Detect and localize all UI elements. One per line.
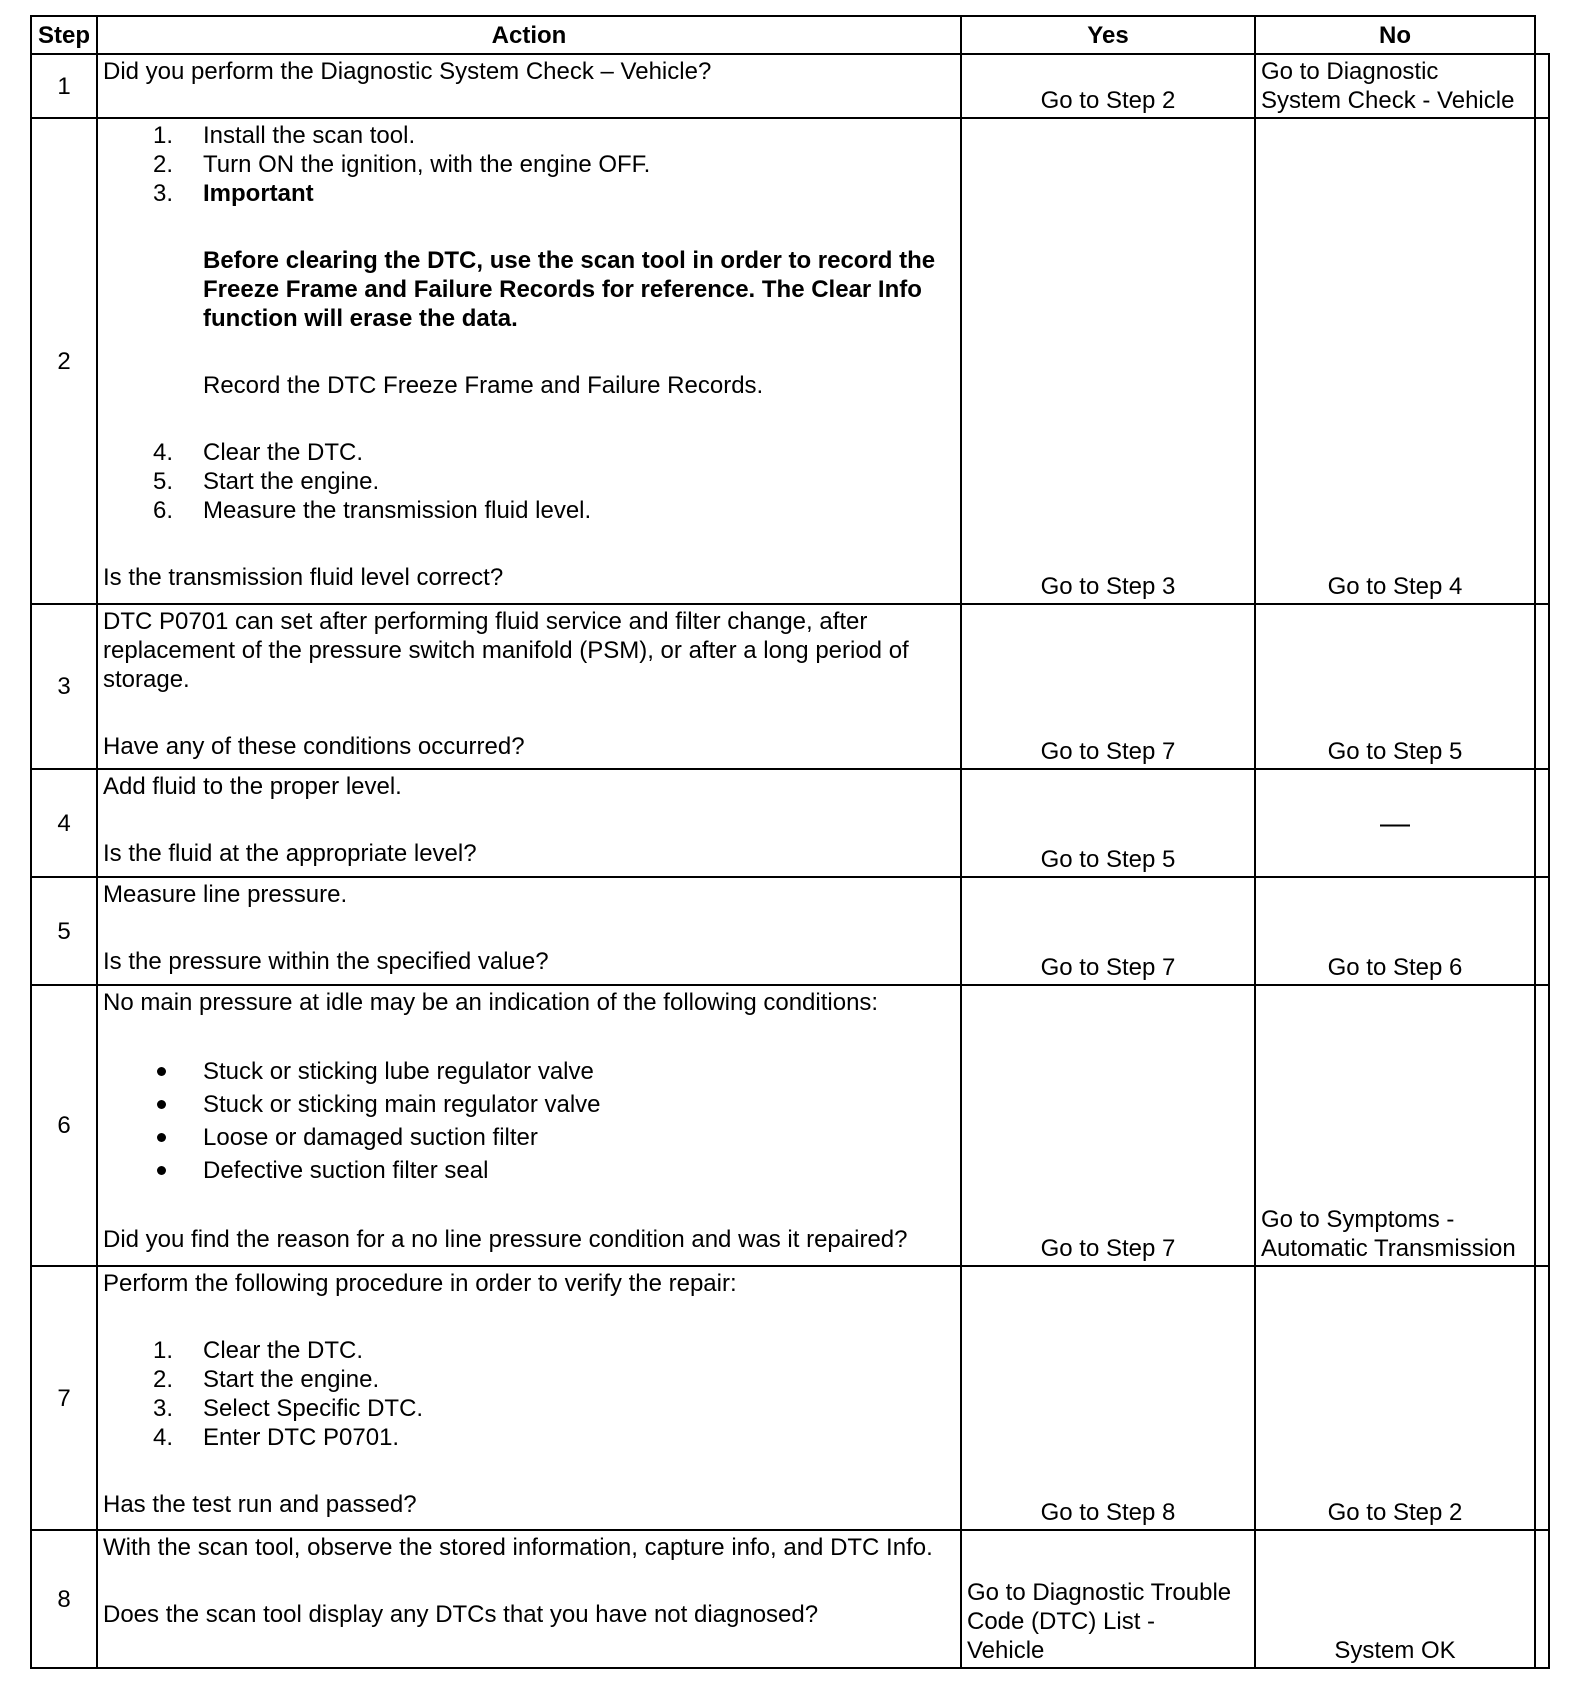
step-number: 4 [31,769,97,877]
action-text: DTC P0701 can set after performing fluid service and filter change, after replacement of the pressure switch manifold (PSM), or after a long period of storage. [103,608,909,693]
action-text: Perform the following procedure in order to verify the repair: [103,1270,737,1297]
yes-cell: Go to Step 5 [961,769,1255,877]
yes-cell: Go to Step 3 [961,118,1255,604]
action-text: No main pressure at idle may be an indication of the following conditions: [103,989,879,1016]
yes-cell: Go to Step 7 [961,877,1255,985]
step-number: 3 [31,604,97,769]
bullet-item: Defective suction filter seal [103,1154,955,1187]
action-cell [97,604,961,769]
list-item: 6. Measure the transmission fluid level. [153,497,592,524]
action-question: Have any of these conditions occurred? [103,733,525,760]
yes-text-line: Go to Diagnostic Trouble [967,1579,1232,1606]
no-text-line: Go to Diagnostic [1261,58,1439,85]
table-row-step-7 [31,1266,1549,1530]
table-row-step-4 [31,769,1549,877]
no-cell: Go to Step 5 [1255,604,1535,769]
yes-cell: Go to Step 8 [961,1266,1255,1530]
step-number: 1 [31,54,97,118]
row-edge [1535,604,1549,769]
header-step: Step [31,16,97,54]
action-question: Does the scan tool display any DTCs that you have not diagnosed? [103,1601,819,1628]
table-row-step-1 [31,54,1549,118]
action-cell [97,985,961,1266]
bullet-item: Stuck or sticking main regulator valve [103,1088,955,1121]
action-question: Is the transmission fluid level correct? [103,564,504,591]
no-text-line: Go to Symptoms - [1261,1206,1455,1233]
no-cell: Go to Step 6 [1255,877,1535,985]
yes-cell [961,1530,1255,1668]
list-item: 5. Start the engine. [153,468,380,495]
bullet-icon [157,1100,166,1109]
no-cell [1255,985,1535,1266]
action-cell [97,877,961,985]
yes-cell: Go to Step 7 [961,985,1255,1266]
yes-text-line: Vehicle [967,1637,1045,1664]
no-cell: Go to Step 4 [1255,118,1535,604]
table-row-step-2 [31,118,1549,604]
step-number: 5 [31,877,97,985]
action-text: Did you perform the Diagnostic System Check – Vehicle? [103,58,712,85]
row-edge [1535,118,1549,604]
bullet-item: Stuck or sticking lube regulator valve [103,1055,955,1088]
action-question: Has the test run and passed? [103,1491,417,1518]
action-cell [97,1530,961,1668]
list-item: 3. Important [153,180,314,207]
bullet-icon [157,1166,166,1175]
action-cell [97,118,961,604]
no-text-line: Automatic Transmission [1261,1235,1516,1262]
no-cell: Go to Step 2 [1255,1266,1535,1530]
yes-cell: Go to Step 2 [961,54,1255,118]
header-no: No [1255,16,1535,54]
table-row-step-5 [31,877,1549,985]
action-cell [97,54,961,118]
row-edge [1535,1530,1549,1668]
no-cell: System OK [1255,1530,1535,1668]
diagnostic-table [30,15,1550,1669]
list-item: 1. Install the scan tool. [153,122,416,149]
bullet-icon [157,1133,166,1142]
step-number: 8 [31,1530,97,1668]
action-question: Did you find the reason for a no line pressure condition and was it repaired? [103,1226,908,1253]
table-row-step-3 [31,604,1549,769]
action-question: Is the fluid at the appropriate level? [103,840,477,867]
action-question: Is the pressure within the specified value? [103,948,549,975]
action-text: Add fluid to the proper level. [103,773,402,800]
no-cell-dash: — [1255,769,1535,877]
row-edge [1535,769,1549,877]
action-text: Measure line pressure. [103,881,348,908]
list-item: 2. Turn ON the ignition, with the engine OFF. [153,151,651,178]
yes-cell: Go to Step 7 [961,604,1255,769]
no-cell [1255,54,1535,118]
bullet-item: Loose or damaged suction filter [103,1121,955,1154]
header-yes: Yes [961,16,1255,54]
important-note: Before clearing the DTC, use the scan tool in order to record the Freeze Frame and Failure Records for reference. The Clear Info function will erase the data. [203,247,936,332]
row-edge [1535,1266,1549,1530]
bullet-icon [157,1067,166,1076]
header-edge [1535,16,1549,54]
header-action: Action [97,16,961,54]
list-item: 4. Enter DTC P0701. [153,1424,400,1451]
table-row-step-6 [31,985,1549,1266]
list-item: 4. Clear the DTC. [153,439,364,466]
row-edge [1535,985,1549,1266]
yes-text-line: Code (DTC) List - [967,1608,1156,1635]
action-cell [97,1266,961,1530]
list-item: 1. Clear the DTC. [153,1337,364,1364]
table-row-step-8 [31,1530,1549,1668]
step-number: 6 [31,985,97,1266]
record-instruction: Record the DTC Freeze Frame and Failure Records. [203,372,764,399]
row-edge [1535,877,1549,985]
no-text-line: System Check - Vehicle [1261,87,1515,114]
list-item: 2. Start the engine. [153,1366,380,1393]
row-edge [1535,54,1549,118]
action-cell [97,769,961,877]
action-text: With the scan tool, observe the stored information, capture info, and DTC Info. [103,1534,933,1561]
step-number: 7 [31,1266,97,1530]
table-header-row [31,16,1549,54]
list-item: 3. Select Specific DTC. [153,1395,424,1422]
step-number: 2 [31,118,97,604]
